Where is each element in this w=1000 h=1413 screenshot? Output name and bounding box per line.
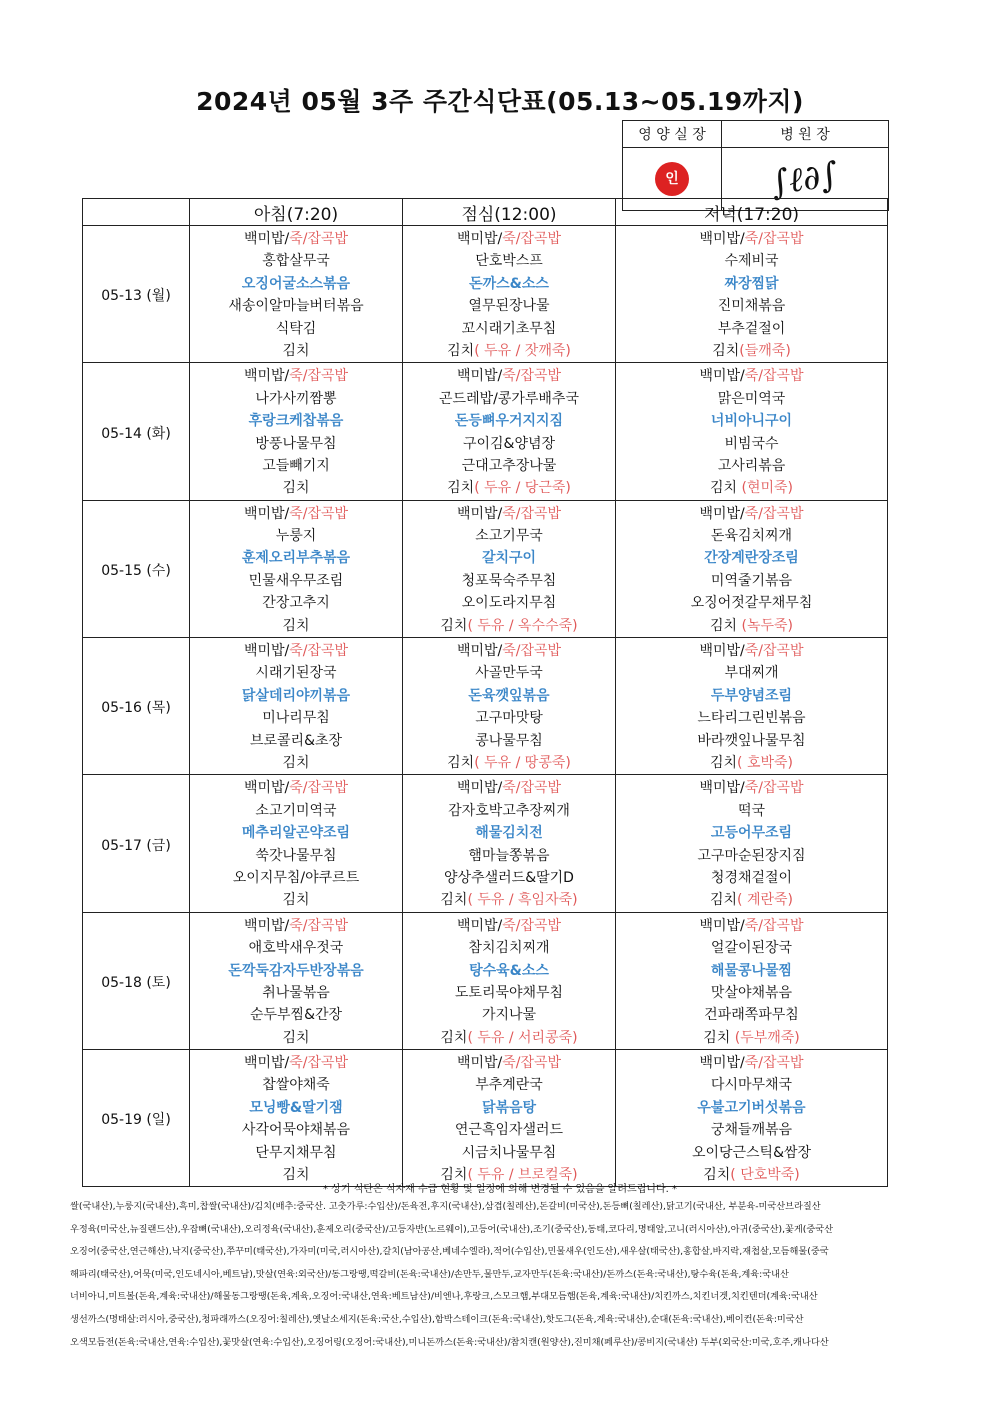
- rice-item: [403, 503, 615, 525]
- main-dish-item: 탕수육&소스: [469, 962, 549, 979]
- side-dish-item: 열무된장나물: [468, 298, 550, 315]
- rice-label: 백미밥/: [456, 643, 503, 660]
- kimchi-label: 김치: [440, 1029, 468, 1046]
- rice-item: [616, 228, 887, 250]
- side-dish-item: 청포묵숙주무침: [461, 572, 557, 589]
- kimchi-label: 김치: [703, 1029, 731, 1046]
- rice-label: 백미밥/: [699, 1055, 745, 1072]
- side-dish-item: 청경채겉절이: [710, 869, 793, 886]
- dinner-cell: [616, 1050, 888, 1187]
- side-dish-item: 도토리묵야채무침: [454, 984, 564, 1001]
- kimchi-item: [616, 752, 887, 774]
- red-seal-stamp: 인: [655, 162, 689, 196]
- side-dish-item: 고들빼기지: [262, 457, 330, 474]
- porridge-extra-label: (들깨죽): [739, 342, 791, 359]
- kimchi-item: [190, 752, 402, 774]
- kimchi-label: 김치: [712, 342, 740, 359]
- rice-item: [190, 777, 402, 799]
- lunch-cell: [403, 1050, 616, 1187]
- rice-item: [616, 915, 887, 937]
- side-dish-item: 구이김&양념장: [462, 435, 556, 452]
- rice-alt-label: 죽/잡곡밥: [744, 780, 804, 797]
- main-dish-item: 간장계란장조림: [704, 550, 799, 567]
- side-dish-item: 오징어젓갈무채무침: [690, 595, 813, 612]
- side-dish-item: 미나리무침: [262, 710, 330, 727]
- side-dish-item: 방풍나물무침: [255, 435, 337, 452]
- soup-item: 곤드레밥/콩가루배추국: [439, 390, 579, 407]
- header-dinner: 저녁(17:20): [616, 199, 888, 226]
- soup-item: 소고기무국: [475, 528, 543, 545]
- main-dish-item: 돈깍둑감자두반장볶음: [228, 962, 364, 979]
- side-dish-item: 새송이알마늘버터볶음: [228, 298, 364, 315]
- porridge-extra-label: ( 두유 / 브로컬죽): [467, 1167, 578, 1184]
- main-dish-item: 우불고기버섯볶음: [697, 1099, 806, 1116]
- rice-alt-label: 죽/잡곡밥: [289, 368, 349, 385]
- kimchi-label: 김치: [447, 342, 475, 359]
- kimchi-label: 김치: [447, 480, 475, 497]
- dinner-cell: [616, 363, 888, 500]
- side-dish-item: 고구마맛탕: [475, 710, 543, 727]
- origin-info: [70, 1196, 975, 1354]
- soup-item: 떡국: [737, 802, 766, 819]
- side-dish-item: 느타리그린빈볶음: [697, 710, 806, 727]
- origin-line: 우정육(미국산,뉴질랜드산),우잡뼈(국내산),오리정육(국내산),훈제오리(중국산)/고등자반(노르웨이),고등어(국내산),조기(중국산),동태,코다리,명태알,고니(러시아산),아귀(중국산),꽃게(중국산: [70, 1223, 834, 1235]
- side-dish-item: 오이당근스틱&쌈장: [691, 1144, 812, 1161]
- side-dish-item: 콩나물무침: [475, 732, 543, 749]
- side-dish-item: 오이지무침/야쿠르트: [232, 869, 360, 886]
- rice-label: 백미밥/: [699, 231, 745, 247]
- rice-alt-label: 죽/잡곡밥: [502, 231, 562, 247]
- rice-alt-label: 죽/잡곡밥: [744, 917, 804, 934]
- breakfast-cell: [190, 1050, 403, 1187]
- lunch-cell: [403, 912, 616, 1049]
- header-lunch: 점심(12:00): [403, 199, 616, 226]
- soup-item: 수제비국: [724, 253, 779, 270]
- day-date: 05-13 (월): [83, 226, 190, 363]
- rice-label: 백미밥/: [456, 780, 503, 797]
- rice-alt-label: 죽/잡곡밥: [289, 231, 349, 247]
- handwritten-signature: ∫ℓ∂∫: [768, 154, 842, 204]
- lunch-cell: [403, 363, 616, 500]
- rice-item: [403, 777, 615, 799]
- kimchi-item: [616, 477, 887, 499]
- side-dish-item: 근대고추장나물: [461, 457, 557, 474]
- main-dish-item: 모닝빵&딸기잼: [249, 1099, 343, 1116]
- rice-alt-label: 죽/잡곡밥: [289, 1055, 349, 1072]
- kimchi-item: [190, 889, 402, 911]
- side-dish-item: 궁채들깨볶음: [710, 1122, 793, 1139]
- main-dish-item: 두부양념조림: [710, 687, 793, 704]
- origin-line: 오색모듬전(돈육:국내산,연육:수입산),꽃맛살(연육:수입산),오징어링(오징어:국내산),미니돈까스(돈육:국내산)/참치캔(원양산),진미채(페루산)/콩비지(국내산) 두부(외국산:미국,호주,캐나다산: [70, 1336, 829, 1348]
- rice-item: [190, 640, 402, 662]
- main-dish-item: 너비아니구이: [710, 413, 793, 430]
- kimchi-label: 김치: [440, 1167, 468, 1184]
- side-dish-item: 꼬시래기초무침: [461, 320, 557, 337]
- breakfast-cell: [190, 226, 403, 363]
- side-dish-item: 사각어묵야채볶음: [241, 1122, 351, 1139]
- side-dish-item: 쑥갓나물무침: [255, 847, 337, 864]
- side-dish-item: 건파래쪽파무침: [704, 1007, 799, 1024]
- rice-label: 백미밥/: [456, 1055, 503, 1072]
- kimchi-label: 김치: [703, 1167, 731, 1184]
- soup-item: 얼갈이된장국: [710, 940, 793, 957]
- soup-item: 시래기된장국: [255, 665, 337, 682]
- day-row: [83, 912, 888, 1049]
- rice-alt-label: 죽/잡곡밥: [744, 231, 804, 247]
- porridge-extra-label: ( 두유 / 잣깨죽): [474, 342, 571, 359]
- main-dish-item: 돈등뼈우거지지짐: [454, 413, 564, 430]
- rice-alt-label: 죽/잡곡밥: [744, 643, 804, 660]
- porridge-extra-label: ( 두유 / 옥수수죽): [467, 617, 578, 634]
- kimchi-item: [616, 615, 887, 637]
- header-breakfast: 아침(7:20): [190, 199, 403, 226]
- rice-label: 백미밥/: [456, 231, 503, 247]
- main-dish-item: 오징어굴소스볶음: [241, 275, 351, 292]
- rice-label: 백미밥/: [243, 1055, 290, 1072]
- page-title: 2024년 05월 3주 주간식단표(05.13~05.19까지): [196, 87, 804, 116]
- porridge-extra-label: ( 두유 / 당근죽): [474, 480, 571, 497]
- porridge-extra-label: ( 단호박죽): [730, 1167, 800, 1184]
- breakfast-cell: [190, 363, 403, 500]
- kimchi-label: 김치: [440, 617, 468, 634]
- rice-alt-label: 죽/잡곡밥: [744, 1055, 804, 1072]
- rice-label: 백미밥/: [699, 917, 745, 934]
- kimchi-item: [190, 615, 402, 637]
- porridge-extra-label: (두부깨죽): [730, 1029, 800, 1046]
- side-dish-item: 부추겉절이: [717, 320, 786, 337]
- kimchi-item: [403, 477, 615, 499]
- origin-line: 오징어(중국산,연근해산),낙지(중국산),쭈꾸미(태국산),가자미(미국,러시아산),갈치(남아공산,베네수엘라),적어(수입산),민물새우(인도산),새우살(태국산),홍합살,바지락,재첩살,모듬해물(중국: [70, 1246, 829, 1258]
- rice-alt-label: 죽/잡곡밥: [502, 780, 562, 797]
- rice-item: [403, 365, 615, 387]
- kimchi-item: [616, 889, 887, 911]
- rice-item: [616, 1052, 887, 1074]
- kimchi-label: 김치: [447, 754, 475, 771]
- rice-label: 백미밥/: [243, 505, 290, 522]
- day-date: 05-18 (토): [83, 912, 190, 1049]
- side-dish-item: 연근흑임자샐러드: [454, 1122, 564, 1139]
- kimchi-item: [190, 340, 402, 362]
- day-row: [83, 1050, 888, 1187]
- soup-item: 사골만두국: [475, 665, 543, 682]
- rice-alt-label: 죽/잡곡밥: [744, 505, 804, 522]
- side-dish-item: 간장고추지: [262, 595, 330, 612]
- side-dish-item: 바라깻잎나물무침: [697, 732, 806, 749]
- origin-line: 생선까스(명태살:러시아,중국산),청파래까스(오징어:칠레산),옛날소세지(돈육:국산,수입산),함박스테이크(돈육:국내산),핫도그(돈육,계육:국내산),순대(돈육:국내산),베이컨(돈육:미국산: [70, 1313, 804, 1325]
- breakfast-cell: [190, 775, 403, 912]
- porridge-extra-label: (현미죽): [737, 480, 793, 497]
- lunch-cell: [403, 500, 616, 637]
- kimchi-label: 김치: [440, 892, 468, 909]
- porridge-extra-label: ( 두유 / 땅콩죽): [474, 754, 571, 771]
- main-dish-item: 닭볶음탕: [481, 1099, 537, 1116]
- rice-alt-label: 죽/잡곡밥: [502, 505, 562, 522]
- rice-alt-label: 죽/잡곡밥: [502, 1055, 562, 1072]
- side-dish-item: 취나물볶음: [262, 984, 330, 1001]
- main-dish-item: 해물김치전: [475, 825, 543, 842]
- dinner-cell: [616, 638, 888, 775]
- soup-item: 부대찌개: [724, 665, 779, 682]
- dinner-cell: [616, 775, 888, 912]
- rice-label: 백미밥/: [699, 780, 745, 797]
- rice-item: [190, 503, 402, 525]
- side-dish-item: 시금치나물무침: [461, 1144, 557, 1161]
- kimchi-item: [403, 615, 615, 637]
- kimchi-item: [616, 1027, 887, 1049]
- soup-item: 부추계란국: [475, 1077, 543, 1094]
- rice-label: 백미밥/: [456, 368, 503, 385]
- porridge-extra-label: ( 두유 / 흑임자죽): [467, 892, 578, 909]
- rice-item: [190, 365, 402, 387]
- soup-item: 감자호박고추장찌개: [448, 802, 570, 819]
- soup-item: 찹쌀야채죽: [262, 1077, 330, 1094]
- rice-item: [616, 503, 887, 525]
- soup-item: 애호박새우젓국: [248, 940, 344, 957]
- kimchi-label: 김치: [282, 617, 310, 634]
- side-dish-item: 양상추샐러드&딸기D: [444, 869, 574, 886]
- kimchi-item: [403, 340, 615, 362]
- lunch-cell: [403, 226, 616, 363]
- day-date: 05-17 (금): [83, 775, 190, 912]
- main-dish-item: 갈치구이: [481, 550, 537, 567]
- side-dish-item: 진미채볶음: [717, 298, 786, 315]
- rice-label: 백미밥/: [456, 505, 503, 522]
- main-dish-item: 메추리알곤약조림: [241, 825, 351, 842]
- origin-line: 해파리(태국산),어묵(미국,인도네시아,베트남),맛살(연육:외국산)/동그랑땡,떡갈비(돈육:국내산)/손만두,물만두,교자만두(돈육:국내산)/돈까스(돈육:국내산),탕수육(돈육,계육:국내산: [70, 1268, 789, 1280]
- kimchi-label: 김치: [282, 342, 310, 359]
- rice-alt-label: 죽/잡곡밥: [289, 643, 349, 660]
- main-dish-item: 돈까스&소스: [469, 275, 549, 292]
- rice-label: 백미밥/: [699, 643, 745, 660]
- day-date: 05-14 (화): [83, 363, 190, 500]
- rice-alt-label: 죽/잡곡밥: [502, 643, 562, 660]
- rice-label: 백미밥/: [243, 780, 290, 797]
- rice-label: 백미밥/: [243, 917, 290, 934]
- side-dish-item: 고사리볶음: [717, 457, 786, 474]
- side-dish-item: 순두부찜&간장: [249, 1007, 343, 1024]
- kimchi-item: [403, 889, 615, 911]
- rice-label: 백미밥/: [699, 368, 745, 385]
- side-dish-item: 오이도라지무침: [461, 595, 557, 612]
- soup-item: 참치김치찌개: [468, 940, 550, 957]
- header-blank: [83, 199, 190, 226]
- day-row: [83, 226, 888, 363]
- rice-item: [616, 777, 887, 799]
- porridge-extra-label: ( 두유 / 서리콩죽): [467, 1029, 578, 1046]
- rice-alt-label: 죽/잡곡밥: [744, 368, 804, 385]
- main-dish-item: 고등어무조림: [710, 825, 793, 842]
- side-dish-item: 햄마늘쫑볶음: [468, 847, 550, 864]
- rice-label: 백미밥/: [243, 643, 290, 660]
- rice-label: 백미밥/: [243, 231, 290, 247]
- rice-item: [403, 915, 615, 937]
- breakfast-cell: [190, 638, 403, 775]
- rice-item: [403, 640, 615, 662]
- main-dish-item: 훈제오리부추볶음: [241, 550, 351, 567]
- kimchi-label: 김치: [282, 1167, 310, 1184]
- side-dish-item: 맛살야채볶음: [710, 984, 793, 1001]
- side-dish-item: 민물새우무조림: [248, 572, 344, 589]
- day-row: [83, 363, 888, 500]
- soup-item: 누룽지: [275, 528, 317, 545]
- kimchi-label: 김치: [282, 754, 310, 771]
- approval-header-director: 병 원 장: [722, 121, 889, 148]
- porridge-extra-label: (녹두죽): [737, 617, 793, 634]
- day-row: [83, 638, 888, 775]
- breakfast-cell: [190, 500, 403, 637]
- kimchi-label: 김치: [709, 617, 738, 634]
- change-notice: * 상기 식단은 식자재 수급 현황 및 일정에 의해 변경될 수 있음을 알려드립니다. *: [323, 1184, 677, 1195]
- kimchi-label: 김치: [709, 754, 738, 771]
- rice-item: [190, 228, 402, 250]
- day-date: 05-19 (일): [83, 1050, 190, 1187]
- main-dish-item: 해물콩나물찜: [710, 962, 793, 979]
- lunch-cell: [403, 775, 616, 912]
- soup-item: 맑은미역국: [717, 390, 786, 407]
- rice-item: [403, 1052, 615, 1074]
- rice-alt-label: 죽/잡곡밥: [502, 917, 562, 934]
- rice-alt-label: 죽/잡곡밥: [289, 780, 349, 797]
- porridge-extra-label: ( 계란죽): [737, 892, 793, 909]
- rice-item: [403, 228, 615, 250]
- kimchi-item: [190, 477, 402, 499]
- approval-header-nutrition: 영 양 실 장: [623, 121, 722, 148]
- rice-item: [616, 365, 887, 387]
- rice-item: [190, 915, 402, 937]
- soup-item: 나가사끼짬뽕: [255, 390, 337, 407]
- day-row: [83, 500, 888, 637]
- side-dish-item: 식탁김: [275, 320, 317, 337]
- lunch-cell: [403, 638, 616, 775]
- soup-item: 소고기미역국: [255, 802, 337, 819]
- rice-label: 백미밥/: [243, 368, 290, 385]
- kimchi-label: 김치: [282, 892, 310, 909]
- rice-item: [616, 640, 887, 662]
- breakfast-cell: [190, 912, 403, 1049]
- rice-alt-label: 죽/잡곡밥: [289, 917, 349, 934]
- main-dish-item: 닭살데리야끼볶음: [241, 687, 351, 704]
- kimchi-label: 김치: [709, 480, 738, 497]
- menu-header-row: [83, 199, 888, 226]
- soup-item: 다시마무채국: [710, 1077, 793, 1094]
- day-date: 05-15 (수): [83, 500, 190, 637]
- dinner-cell: [616, 226, 888, 363]
- kimchi-item: [616, 340, 887, 362]
- main-dish-item: 짜장찜닭: [724, 275, 779, 292]
- kimchi-label: 김치: [709, 892, 738, 909]
- kimchi-item: [403, 1027, 615, 1049]
- day-row: [83, 775, 888, 912]
- soup-item: 홍합살무국: [262, 253, 330, 270]
- side-dish-item: 고구마순된장지짐: [697, 847, 806, 864]
- rice-alt-label: 죽/잡곡밥: [502, 368, 562, 385]
- main-dish-item: 후랑크케찹볶음: [248, 413, 344, 430]
- side-dish-item: 브로콜리&초장: [249, 732, 343, 749]
- origin-line: 쌀(국내산),누룽지(국내산),흑미,찹쌀(국내산)/김치(배추:중국산. 고춧가루:수입산)/돈육전,후지(국내산),삼겹(칠레산),돈갈비(미국산),돈등뼈(칠레산),닭고기(국내산, 부분육-미국산브라질산: [70, 1201, 821, 1212]
- porridge-extra-label: ( 호박죽): [737, 754, 793, 771]
- soup-item: 단호박스프: [475, 253, 543, 270]
- origin-line: 너비아니,미트볼(돈육,계육:국내산)/해물동그랑땡(돈육,계육,오징어:국내산,연육:베트남산)/비엔나,후랑크,스모크햄,부대모듬햄(돈육,계육:국내산)/치킨까스,치킨너겟,치킨텐더(계육:국내산: [70, 1291, 818, 1303]
- rice-label: 백미밥/: [699, 505, 745, 522]
- side-dish-item: 미역줄기볶음: [710, 572, 793, 589]
- rice-label: 백미밥/: [456, 917, 503, 934]
- main-dish-item: 돈육깻잎볶음: [468, 687, 550, 704]
- side-dish-item: 가지나물: [481, 1007, 537, 1024]
- side-dish-item: 단무지채무침: [255, 1144, 337, 1161]
- kimchi-label: 김치: [282, 1029, 310, 1046]
- dinner-cell: [616, 912, 888, 1049]
- kimchi-item: [190, 1027, 402, 1049]
- weekly-menu-table: [82, 198, 888, 1187]
- rice-item: [190, 1052, 402, 1074]
- day-date: 05-16 (목): [83, 638, 190, 775]
- soup-item: 돈육김치찌개: [710, 528, 793, 545]
- side-dish-item: 비빔국수: [724, 435, 779, 452]
- rice-alt-label: 죽/잡곡밥: [289, 505, 349, 522]
- kimchi-item: [403, 752, 615, 774]
- kimchi-label: 김치: [282, 480, 310, 497]
- dinner-cell: [616, 500, 888, 637]
